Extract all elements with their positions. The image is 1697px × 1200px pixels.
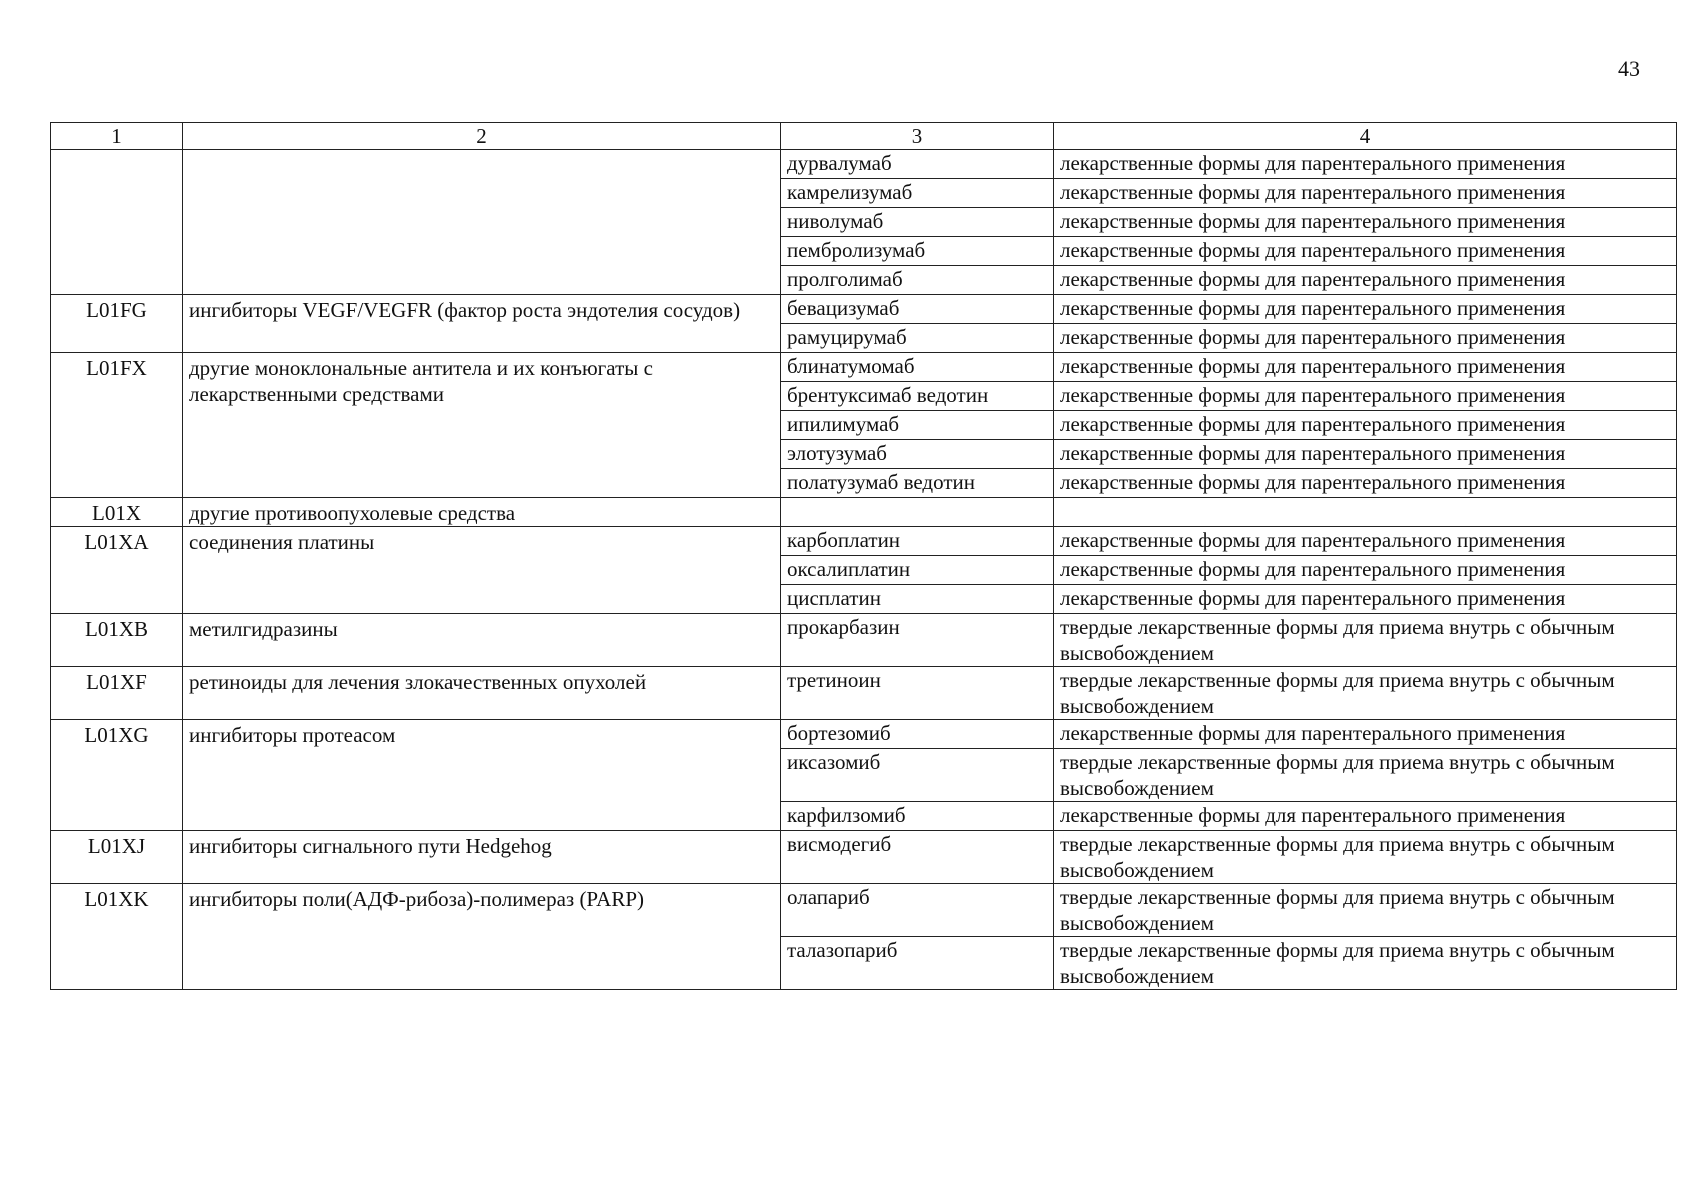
drug-name-cell: карфилзомиб xyxy=(781,802,1054,831)
dosage-form-cell xyxy=(1054,498,1677,527)
table-row xyxy=(51,614,1677,667)
group-name-cell: ингибиторы VEGF/VEGFR (фактор роста эндотелия сосудов) xyxy=(183,295,781,353)
dosage-form-cell: твердые лекарственные формы для приема внутрь с обычным высвобождением xyxy=(1054,667,1677,720)
dosage-form-cell: лекарственные формы для парентерального применения xyxy=(1054,295,1677,324)
drug-name-cell: дурвалумаб xyxy=(781,150,1054,179)
drug-name-cell xyxy=(781,498,1054,527)
drug-name-cell: полатузумаб ведотин xyxy=(781,469,1054,498)
dosage-form-cell: лекарственные формы для парентерального применения xyxy=(1054,382,1677,411)
header-col-2: 2 xyxy=(183,123,781,150)
drug-name-cell: блинатумомаб xyxy=(781,353,1054,382)
dosage-form-cell: лекарственные формы для парентерального применения xyxy=(1054,266,1677,295)
atc-code-cell: L01FX xyxy=(51,353,183,498)
drug-name-cell: ниволумаб xyxy=(781,208,1054,237)
drug-name-cell: бортезомиб xyxy=(781,720,1054,749)
atc-code-cell: L01XA xyxy=(51,527,183,614)
dosage-form-cell: лекарственные формы для парентерального применения xyxy=(1054,556,1677,585)
dosage-form-cell: лекарственные формы для парентерального применения xyxy=(1054,208,1677,237)
dosage-form-cell: лекарственные формы для парентерального применения xyxy=(1054,411,1677,440)
table-row xyxy=(51,831,1677,884)
atc-code-cell: L01XG xyxy=(51,720,183,831)
dosage-form-cell: лекарственные формы для парентерального применения xyxy=(1054,440,1677,469)
drug-name-cell: иксазомиб xyxy=(781,749,1054,802)
group-name-cell: ретиноиды для лечения злокачественных опухолей xyxy=(183,667,781,720)
dosage-form-cell: лекарственные формы для парентерального применения xyxy=(1054,527,1677,556)
atc-code-cell: L01XF xyxy=(51,667,183,720)
header-col-3: 3 xyxy=(781,123,1054,150)
dosage-form-cell: лекарственные формы для парентерального применения xyxy=(1054,150,1677,179)
dosage-form-cell: твердые лекарственные формы для приема внутрь с обычным высвобождением xyxy=(1054,614,1677,667)
table-row xyxy=(51,667,1677,720)
header-col-1: 1 xyxy=(51,123,183,150)
drug-name-cell: оксалиплатин xyxy=(781,556,1054,585)
dosage-form-cell: твердые лекарственные формы для приема внутрь с обычным высвобождением xyxy=(1054,937,1677,990)
table-row xyxy=(51,527,1677,556)
table-header xyxy=(51,123,1677,150)
drug-name-cell: олапариб xyxy=(781,884,1054,937)
dosage-form-cell: лекарственные формы для парентерального применения xyxy=(1054,353,1677,382)
atc-code-cell: L01X xyxy=(51,498,183,527)
atc-code-cell: L01XB xyxy=(51,614,183,667)
drug-name-cell: рамуцирумаб xyxy=(781,324,1054,353)
group-name-cell: другие противоопухолевые средства xyxy=(183,498,781,527)
dosage-form-cell: лекарственные формы для парентерального применения xyxy=(1054,585,1677,614)
drug-name-cell: элотузумаб xyxy=(781,440,1054,469)
atc-code-cell: L01XJ xyxy=(51,831,183,884)
atc-code-cell xyxy=(51,150,183,295)
table-row xyxy=(51,498,1677,527)
group-name-cell: соединения платины xyxy=(183,527,781,614)
drug-name-cell: третиноин xyxy=(781,667,1054,720)
dosage-form-cell: лекарственные формы для парентерального применения xyxy=(1054,720,1677,749)
dosage-form-cell: твердые лекарственные формы для приема внутрь с обычным высвобождением xyxy=(1054,884,1677,937)
group-name-cell: ингибиторы протеасом xyxy=(183,720,781,831)
drug-name-cell: пролголимаб xyxy=(781,266,1054,295)
dosage-form-cell: твердые лекарственные формы для приема внутрь с обычным высвобождением xyxy=(1054,749,1677,802)
drug-name-cell: пембролизумаб xyxy=(781,237,1054,266)
header-row xyxy=(51,123,1677,150)
dosage-form-cell: лекарственные формы для парентерального применения xyxy=(1054,324,1677,353)
drug-name-cell: карбоплатин xyxy=(781,527,1054,556)
table-row xyxy=(51,720,1677,749)
drug-name-cell: висмодегиб xyxy=(781,831,1054,884)
drug-name-cell: прокарбазин xyxy=(781,614,1054,667)
dosage-form-cell: лекарственные формы для парентерального применения xyxy=(1054,237,1677,266)
page-number: 43 xyxy=(1618,56,1640,81)
dosage-form-cell: лекарственные формы для парентерального применения xyxy=(1054,802,1677,831)
table-row xyxy=(51,884,1677,937)
drug-name-cell: цисплатин xyxy=(781,585,1054,614)
table-row xyxy=(51,295,1677,324)
dosage-form-cell: лекарственные формы для парентерального применения xyxy=(1054,179,1677,208)
atc-code-cell: L01FG xyxy=(51,295,183,353)
group-name-cell: ингибиторы поли(АДФ-рибоза)-полимераз (PARP) xyxy=(183,884,781,990)
group-name-cell: ингибиторы сигнального пути Hedgehog xyxy=(183,831,781,884)
drug-name-cell: талазопариб xyxy=(781,937,1054,990)
table-row xyxy=(51,353,1677,382)
group-name-cell: метилгидразины xyxy=(183,614,781,667)
drug-name-cell: камрелизумаб xyxy=(781,179,1054,208)
drug-name-cell: брентуксимаб ведотин xyxy=(781,382,1054,411)
header-col-4: 4 xyxy=(1054,123,1677,150)
table-row xyxy=(51,150,1677,179)
drug-table xyxy=(50,122,1677,990)
dosage-form-cell: твердые лекарственные формы для приема внутрь с обычным высвобождением xyxy=(1054,831,1677,884)
group-name-cell xyxy=(183,150,781,295)
dosage-form-cell: лекарственные формы для парентерального применения xyxy=(1054,469,1677,498)
drug-name-cell: ипилимумаб xyxy=(781,411,1054,440)
atc-code-cell: L01XK xyxy=(51,884,183,990)
table-body xyxy=(51,150,1677,990)
group-name-cell: другие моноклональные антитела и их конъюгаты с лекарственными средствами xyxy=(183,353,781,498)
drug-name-cell: бевацизумаб xyxy=(781,295,1054,324)
